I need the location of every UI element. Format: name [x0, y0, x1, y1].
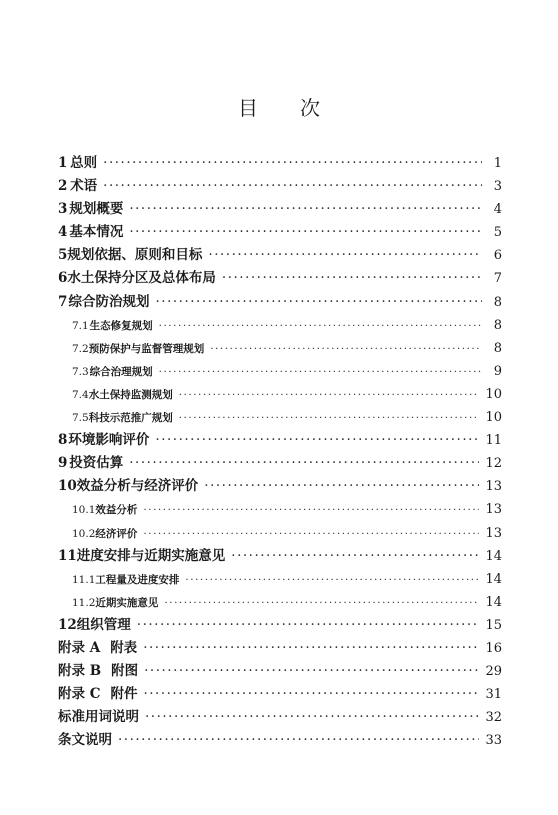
dot-leader	[179, 384, 480, 407]
toc-entry-title: 组织管理	[76, 616, 131, 633]
toc-entry-page: 13	[485, 525, 502, 541]
dot-leader	[210, 338, 482, 361]
toc-entry-number: 11.2	[72, 596, 96, 609]
dot-leader	[143, 637, 479, 660]
dot-leader	[143, 683, 479, 706]
dot-leader	[159, 361, 482, 384]
toc-entry-9[interactable]	[58, 452, 502, 475]
dot-leader	[137, 614, 480, 637]
toc-entry-title: 水土保持监测规划	[88, 388, 173, 401]
toc-entry-number: 7.2	[72, 342, 89, 355]
toc-entry-page: 13	[485, 502, 502, 518]
toc-entry-number: 6	[58, 270, 68, 287]
toc-entry-number: 10	[58, 478, 77, 495]
toc-entry-title: 科技示范推广规划	[88, 412, 173, 425]
toc-entry-7-4[interactable]	[58, 383, 502, 406]
toc-entry-page: 6	[493, 248, 502, 264]
toc-entry-title: 综合防治规划	[68, 293, 150, 310]
dot-leader	[145, 706, 479, 729]
dot-leader	[118, 729, 479, 752]
toc-entry-page: 13	[485, 479, 502, 495]
toc-entry-7-5[interactable]	[58, 406, 502, 429]
toc-entry-10[interactable]	[58, 475, 502, 498]
toc-entry-page: 1	[493, 156, 502, 171]
toc-entry-page: 12	[485, 456, 502, 472]
toc-entry-page: 7	[493, 271, 502, 287]
dot-leader	[143, 523, 479, 546]
toc-entry-6[interactable]	[58, 267, 502, 290]
toc-entry-number: 11	[58, 547, 77, 564]
toc-entry-wording-explanation[interactable]	[58, 706, 502, 729]
toc-entry-page: 33	[485, 733, 502, 749]
toc-entry-number: 7.1	[72, 319, 89, 332]
toc-entry-number: 7.5	[72, 412, 89, 425]
toc-entry-page: 8	[493, 340, 502, 356]
toc-entry-1[interactable]	[58, 152, 502, 175]
toc-entry-title: 总则	[70, 155, 98, 171]
toc-entry-7-2[interactable]	[58, 337, 502, 360]
toc-entry-title: 术语	[70, 178, 98, 195]
toc-entry-title: 经济评价	[95, 527, 138, 540]
dot-leader	[159, 315, 482, 338]
toc-entry-title: 环境影响评价	[68, 432, 150, 449]
toc-entry-appendix-b[interactable]	[58, 660, 502, 683]
toc-entry-title: 生态修复规划	[89, 319, 153, 332]
dot-leader	[231, 545, 479, 568]
toc-entry-page: 14	[485, 594, 502, 610]
dot-leader	[103, 175, 482, 198]
toc-entry-page: 14	[485, 571, 502, 587]
toc-entry-number: 4	[58, 224, 68, 241]
toc-entry-page: 29	[485, 664, 502, 680]
toc-entry-title: 综合治理规划	[89, 365, 153, 378]
toc-entry-page: 8	[493, 317, 502, 333]
toc-entry-title: 附图	[111, 663, 139, 680]
toc-entry-title: 附表	[110, 639, 138, 656]
toc-entry-number: 附录 A	[58, 639, 101, 656]
page-title-char-1: 目	[238, 96, 258, 120]
toc-entry-10-1[interactable]	[58, 498, 502, 521]
toc-entry-11[interactable]	[58, 545, 502, 568]
toc-entry-number: 2	[58, 178, 68, 195]
toc-entry-title: 投资估算	[69, 455, 124, 472]
toc-entry-number: 7	[58, 293, 68, 310]
dot-leader	[129, 198, 482, 221]
toc-entry-page: 5	[493, 225, 502, 241]
toc-entry-5[interactable]	[58, 244, 502, 267]
dot-leader	[179, 407, 480, 430]
toc-entry-7-3[interactable]	[58, 360, 502, 383]
dot-leader	[204, 475, 479, 498]
toc-entry-appendix-c[interactable]	[58, 683, 502, 706]
page-title-char-2: 次	[300, 96, 320, 120]
toc-entry-page: 10	[485, 386, 502, 402]
toc-entry-clause-explanation[interactable]	[58, 729, 502, 752]
toc-entry-number: 9	[58, 455, 68, 472]
dot-leader	[155, 429, 479, 452]
toc-entry-number: 11.1	[72, 573, 96, 586]
dot-leader	[129, 452, 479, 475]
toc-entry-page: 10	[485, 410, 502, 426]
toc-entry-2[interactable]	[58, 175, 502, 198]
dot-leader	[129, 221, 482, 244]
dot-leader	[185, 569, 479, 592]
toc-entry-title: 规划概要	[69, 201, 124, 218]
dot-leader	[143, 499, 479, 522]
toc-entry-7[interactable]	[58, 291, 502, 314]
toc-entry-page: 8	[493, 294, 502, 310]
toc-entry-10-2[interactable]	[58, 522, 502, 545]
toc-entry-number: 3	[58, 201, 68, 218]
toc-entry-number: 8	[58, 432, 68, 449]
toc-entry-number: 7.3	[72, 365, 89, 378]
toc-entry-page: 9	[493, 363, 502, 379]
toc-entry-3[interactable]	[58, 198, 502, 221]
toc-entry-11-2[interactable]	[58, 591, 502, 614]
toc-entry-number: 7.4	[72, 388, 89, 401]
dot-leader	[164, 592, 479, 615]
toc-entry-number: 附录 B	[58, 663, 102, 680]
dot-leader	[144, 660, 479, 683]
dot-leader	[208, 244, 482, 267]
toc-entry-title: 工程量及进度安排	[95, 573, 180, 586]
toc-entry-appendix-a[interactable]	[58, 637, 502, 660]
toc-entry-page: 14	[485, 548, 502, 564]
toc-entry-title: 近期实施意见	[95, 596, 159, 609]
dot-leader	[222, 267, 482, 290]
toc-entry-page: 32	[485, 710, 502, 726]
toc-entry-page: 16	[485, 640, 502, 656]
toc-entry-title: 基本情况	[69, 224, 124, 241]
toc-entry-title: 效益分析与经济评价	[76, 478, 199, 495]
dot-leader	[103, 152, 482, 175]
toc-entry-title: 条文说明	[58, 732, 112, 749]
toc-entry-number: 12	[58, 616, 77, 633]
toc-entry-page: 4	[493, 202, 502, 218]
toc-entry-title: 进度安排与近期实施意见	[76, 547, 226, 564]
toc-entry-title: 效益分析	[95, 504, 138, 517]
toc-entry-number: 10.1	[72, 504, 96, 517]
toc-entry-title: 预防保护与监督管理规划	[88, 342, 205, 355]
toc-entry-number: 10.2	[72, 527, 96, 540]
toc-entry-number: 1	[58, 155, 68, 171]
toc-entry-number: 5	[58, 247, 68, 264]
page-title	[0, 92, 558, 121]
toc-entry-11-1[interactable]	[58, 568, 502, 591]
toc-entry-page: 15	[485, 617, 502, 633]
toc-entry-12[interactable]	[58, 614, 502, 637]
dot-leader	[155, 291, 482, 314]
table-of-contents	[58, 152, 502, 752]
toc-entry-page: 3	[493, 179, 502, 195]
toc-entry-4[interactable]	[58, 221, 502, 244]
toc-entry-title: 标准用词说明	[58, 709, 139, 726]
toc-entry-7-1[interactable]	[58, 314, 502, 337]
toc-entry-number: 附录 C	[58, 686, 101, 703]
toc-entry-title: 水土保持分区及总体布局	[67, 270, 216, 287]
toc-entry-title: 规划依据、原则和目标	[67, 247, 203, 264]
toc-entry-8[interactable]	[58, 429, 502, 452]
toc-entry-page: 11	[485, 433, 502, 449]
toc-entry-title: 附件	[110, 686, 138, 703]
toc-entry-page: 31	[485, 687, 502, 703]
